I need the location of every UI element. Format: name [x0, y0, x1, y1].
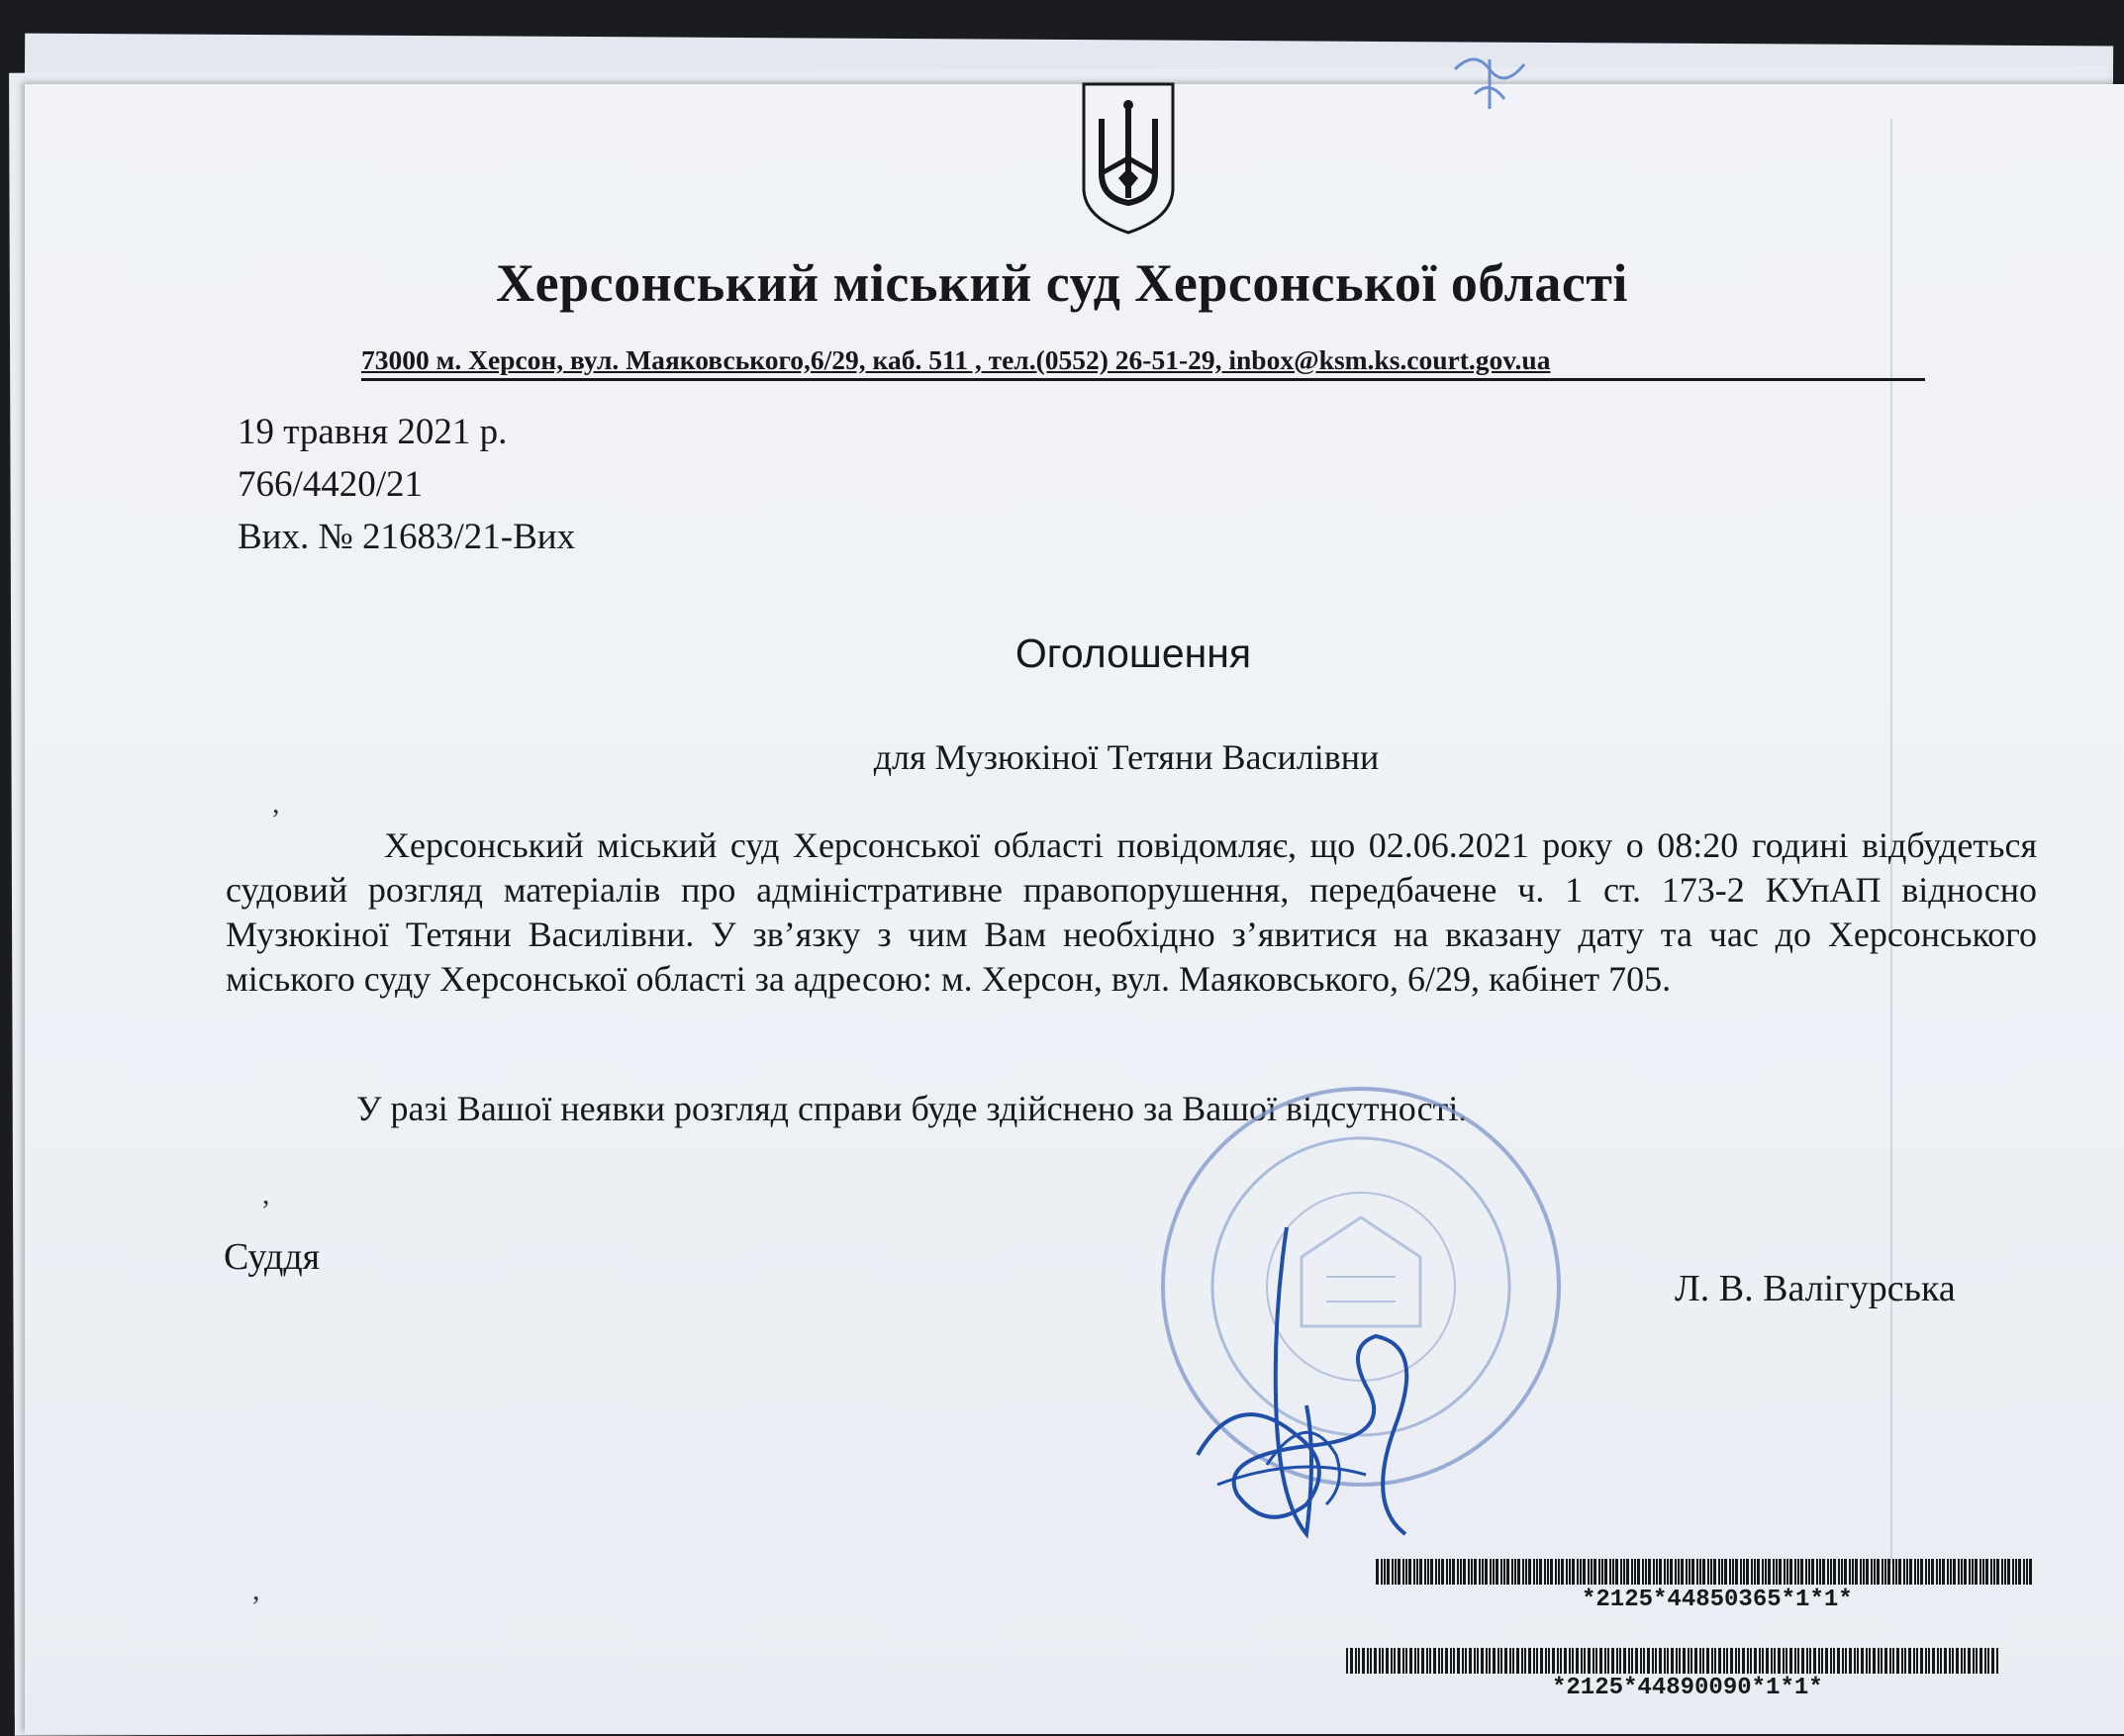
- outgoing-number: Вих. № 21683/21-Вих: [238, 517, 576, 557]
- announcement-recipient: для Музюкіної Тетяни Василівни: [873, 737, 1380, 777]
- barcode-graphic: [1346, 1648, 1999, 1674]
- scan-mark: ,: [272, 787, 280, 820]
- document-date: 19 травня 2021 р.: [238, 412, 508, 452]
- scan-mark: ,: [262, 1178, 270, 1210]
- barcode-graphic: [1376, 1559, 2034, 1585]
- judge-role-label: Суддя: [224, 1236, 321, 1278]
- barcode-code-text: *2125*44890090*1*1*: [1552, 1675, 1823, 1701]
- court-address: 73000 м. Херсон, вул. Маяковського,6/29, каб. 511 , тел.(0552) 26-51-29, inbox@ksm.ks.court.gov.ua: [361, 344, 1925, 381]
- announcement-absence-notice: У разі Вашої неявки розгляд справи буде здійснено за Вашої відсутності.: [356, 1089, 1468, 1128]
- judge-name: Л. В. Валігурська: [1675, 1268, 1956, 1309]
- blue-ink-mark-icon: [1445, 40, 1534, 129]
- announcement-title: Оголошення: [1014, 630, 1252, 676]
- announcement-body-paragraph: Херсонський міський суд Херсонської області повідомляє, що 02.06.2021 року о 08:20 годині відбудеться судовий розгляд матеріалів про адміністративне правопорушення, передбачене ч. 1 ст. 173-2 КУпАП відносно Музюкіної Тетяни Василівни. У зв’язку з чим Вам необхідно з’явитися на вказану дату та час до Херсонського міського суду Херсонської області за адресою: м. Херсон, вул. Маяковського, 6/29, кабінет 705.: [226, 825, 2037, 999]
- case-number: 766/4420/21: [238, 464, 424, 505]
- scan-mark: ,: [252, 1574, 260, 1606]
- ukraine-trident-emblem-icon: [1074, 79, 1183, 238]
- judge-signature: [1178, 1207, 1475, 1564]
- court-title: Херсонський міський суд Херсонської області: [496, 253, 1628, 313]
- barcode-code-text: *2125*44850365*1*1*: [1582, 1587, 1853, 1613]
